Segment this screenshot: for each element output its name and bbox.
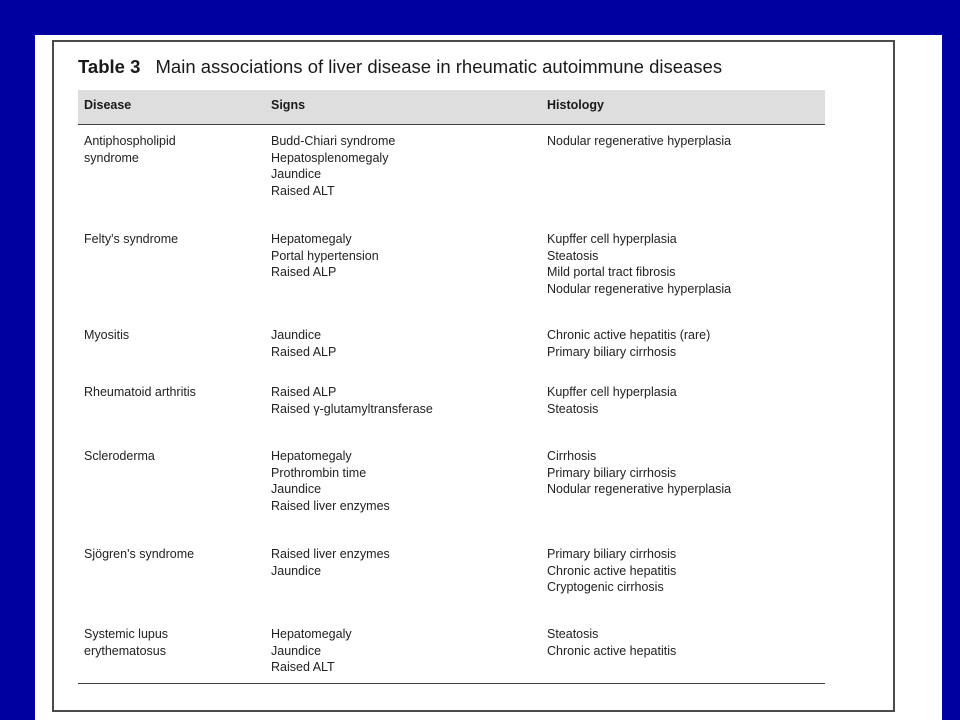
histology-cell (547, 327, 710, 360)
signs-cell-line: Raised ALP (271, 265, 337, 279)
histology-cell-line: Steatosis (547, 248, 599, 263)
signs-cell (271, 327, 336, 360)
histology-cell (547, 384, 677, 417)
column-header-histology: Histology (547, 98, 604, 112)
histology-cell-line: Nodular regenerative hyperplasia (547, 482, 732, 496)
signs-cell-line: Raised liver enzymes (271, 547, 390, 561)
disease-cell-line: Sjögren's syndrome (84, 547, 195, 561)
table-header-row (78, 90, 825, 125)
histology-cell-line: Nodular regenerative hyperplasia (547, 281, 732, 296)
signs-cell-line: Hepatomegaly (271, 627, 352, 641)
signs-cell-line: Budd-Chiari syndrome (271, 134, 396, 148)
signs-cell-line: Hepatomegaly (271, 449, 352, 463)
signs-cell-line: Raised ALP (271, 385, 337, 399)
histology-cell-line: Steatosis (547, 401, 599, 416)
histology-cell-line: Cryptogenic cirrhosis (547, 580, 664, 594)
histology-cell-line: Chronic active hepatitis (547, 643, 677, 658)
disease-cell-line: Rheumatoid arthritis (84, 385, 196, 399)
histology-cell-line: Chronic active hepatitis (547, 563, 677, 578)
signs-cell-line: Jaundice (271, 482, 322, 496)
signs-cell-line: Raised ALT (271, 183, 335, 198)
histology-cell-line: Kupffer cell hyperplasia (547, 385, 677, 399)
disease-cell-line: Scleroderma (84, 449, 155, 463)
table-number: Table 3 (78, 56, 141, 77)
signs-cell (271, 384, 433, 417)
histology-cell-line: Kupffer cell hyperplasia (547, 232, 677, 246)
histology-cell (547, 231, 731, 297)
disease-cell (84, 384, 196, 401)
table-caption (78, 56, 722, 78)
signs-cell-line: Raised ALT (271, 660, 335, 674)
disease-cell (84, 448, 155, 465)
disease-cell (84, 546, 194, 563)
histology-cell-line: Primary biliary cirrhosis (547, 547, 677, 561)
table-title: Main associations of liver disease in rheumatic autoimmune diseases (155, 56, 723, 77)
disease-cell-line: syndrome (84, 150, 139, 165)
disease-cell-line: Felty's syndrome (84, 232, 179, 246)
histology-cell-line: Cirrhosis (547, 449, 597, 463)
signs-cell-line: Raised liver enzymes (271, 498, 390, 513)
signs-cell (271, 448, 390, 514)
disease-cell-line: Myositis (84, 328, 130, 342)
histology-cell (547, 133, 731, 150)
disease-cell-line: Antiphospholipid (84, 134, 176, 148)
disease-cell (84, 327, 129, 344)
signs-cell-line: Raised ALP (271, 344, 337, 359)
signs-cell-line: Prothrombin time (271, 465, 367, 480)
disease-cell (84, 231, 178, 248)
signs-cell (271, 546, 390, 579)
histology-cell (547, 546, 676, 596)
histology-cell-line: Nodular regenerative hyperplasia (547, 134, 732, 148)
histology-cell (547, 448, 731, 498)
signs-cell-line: Jaundice (271, 328, 322, 342)
signs-cell-line: Hepatomegaly (271, 232, 352, 246)
signs-cell-line: Portal hypertension (271, 248, 379, 263)
signs-cell-line: Jaundice (271, 643, 322, 658)
histology-cell-line: Chronic active hepatitis (rare) (547, 328, 711, 342)
disease-cell-line: erythematosus (84, 643, 166, 658)
signs-cell-line: Hepatosplenomegaly (271, 150, 389, 165)
signs-cell-line: Jaundice (271, 563, 322, 578)
histology-cell (547, 626, 676, 659)
disease-cell (84, 626, 168, 659)
table-bottom-rule (78, 683, 825, 684)
column-header-disease: Disease (84, 98, 132, 112)
histology-cell-line: Primary biliary cirrhosis (547, 465, 677, 480)
signs-cell-line: Jaundice (271, 167, 322, 181)
table-frame (52, 40, 895, 712)
disease-cell (84, 133, 176, 166)
signs-cell (271, 231, 379, 281)
histology-cell-line: Steatosis (547, 627, 599, 641)
disease-cell-line: Systemic lupus (84, 627, 169, 641)
histology-cell-line: Mild portal tract fibrosis (547, 265, 676, 279)
signs-cell (271, 626, 352, 676)
document-page (35, 35, 942, 720)
column-header-signs: Signs (271, 98, 306, 112)
histology-cell-line: Primary biliary cirrhosis (547, 344, 677, 359)
signs-cell (271, 133, 395, 199)
signs-cell-line: Raised γ-glutamyltransferase (271, 401, 433, 416)
